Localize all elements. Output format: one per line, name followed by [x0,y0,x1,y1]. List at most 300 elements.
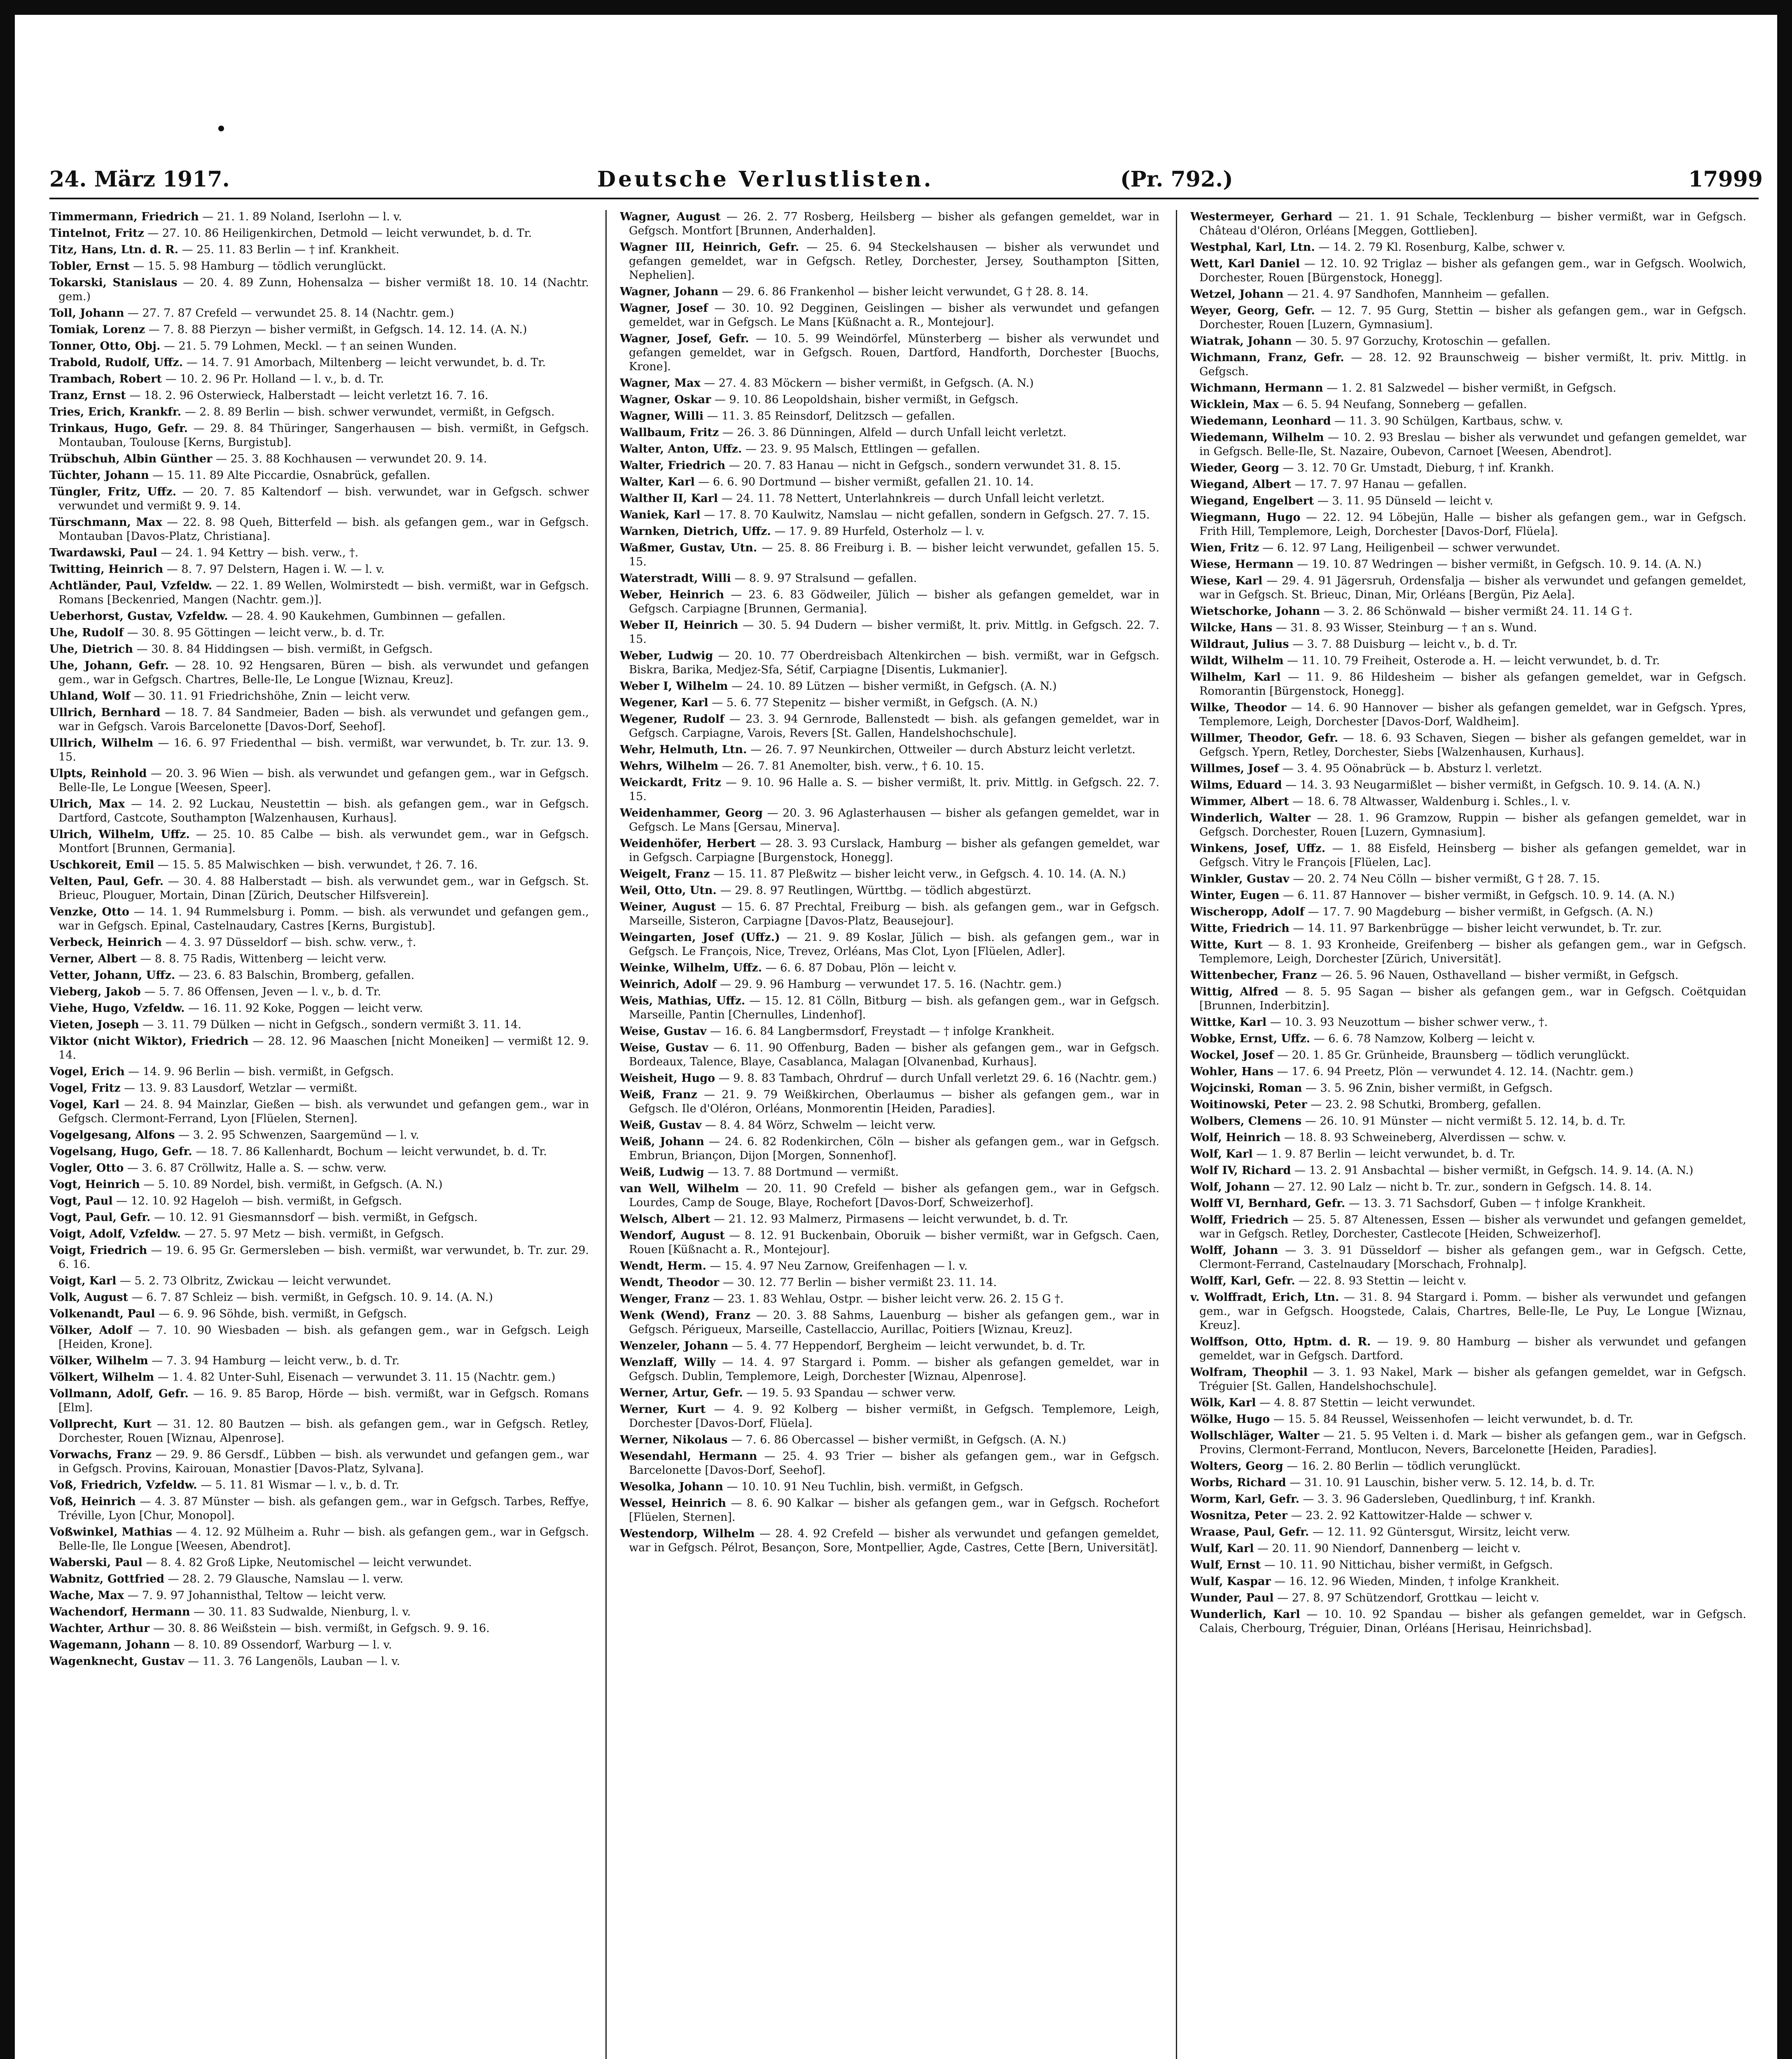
entry-details: — 21. 5. 95 Velten i. d. Mark — bisher als gefangen gem., war in Gefgsch. Provins, Clermont-Ferrand, Montlucon, Nevers, Barcelonette [Heiden, Paradies]. [1199,1429,1746,1456]
list-entry [49,389,589,403]
entry-details: — 24. 10. 89 Lützen — bisher vermißt, in Gefgsch. (A. N.) [728,680,1057,693]
entry-details: — 18. 6. 93 Schaven, Siegen — bisher als gefangen gemeldet, war in Gefgsch. Ypern, Retley, Dorchester, Siebs [Walzenhausen, Kurhaus]. [1199,732,1746,759]
list-entry [1190,1244,1746,1272]
list-entry [1190,210,1746,238]
list-entry [1190,1131,1746,1145]
entry-name: Winkler, Gustav [1190,873,1290,885]
list-entry [49,243,589,257]
entry-details: — 29. 6. 86 Frankenhol — bisher leicht verwundet, G † 28. 8. 14. [718,285,1089,298]
list-entry [1190,1213,1746,1241]
entry-name: Wagner, Josef [620,302,708,315]
entry-details: — 30. 11. 83 Sudwalde, Nienburg, l. v. [190,1606,411,1618]
entry-name: Tüchter, Johann [49,469,149,482]
entry-name: Walter, Anton, Uffz. [620,443,742,455]
entry-details: — 3. 3. 96 Gadersleben, Quedlinburg, † inf. Krankh. [1299,1493,1596,1506]
list-entry [1190,257,1746,285]
entry-details: — 20. 10. 77 Oberdreisbach Altenkirchen — bish. vermißt, war in Gefgsch. Biskra, Barika, Medjez-Sfa, Sétif, Carpiagne [Disentis, Lukmanier]. [629,649,1159,676]
list-entry [620,1165,1159,1179]
entry-details: — 29. 8. 97 Reutlingen, Württbg. — tödlich abgestürzt. [716,884,1031,897]
entry-details: — 16. 9. 85 Barop, Hörde — bish. vermißt, war in Gefgsch. Romans [Elm]. [58,1387,589,1414]
entry-details: — 22. 8. 98 Queh, Bitterfeld — bish. als gefangen gem., war in Gefgsch. Montauban [Davos-Platz, Christiana]. [58,516,589,543]
entry-name: Türschmann, Max [49,516,162,529]
entry-name: Tobler, Ernst [49,260,130,273]
entry-name: Wiegand, Albert [1190,478,1291,491]
list-entry [49,609,589,623]
entry-details: — 20. 2. 74 Neu Cölln — bisher vermißt, G † 28. 7. 15. [1289,873,1600,885]
entry-details: — 3. 2. 95 Schwenzen, Saargemünd — l. v. [175,1129,419,1142]
entry-name: Wolff, Johann [1190,1244,1278,1257]
list-entry [1190,889,1746,903]
entry-name: Westphal, Karl, Ltn. [1190,241,1315,254]
column-2 [620,210,1159,2059]
entry-details: — 15. 11. 89 Alte Piccardie, Osnabrück, gefallen. [149,469,430,482]
entry-details: — 8. 4. 82 Groß Lipke, Neutomischel — leicht verwundet. [142,1556,472,1569]
entry-details: — 30. 4. 88 Halberstadt — bish. als verwundet gem., war in Gefgsch. St. Brieuc, Plouguer, Mortain, Dinan [Zürich, Deutscher Hilfsverein]. [58,875,589,902]
list-entry [1190,905,1746,919]
entry-name: Wenger, Franz [620,1293,710,1305]
entry-name: Worbs, Richard [1190,1476,1286,1489]
list-entry [1190,985,1746,1013]
entry-name: Wagner, Oskar [620,393,711,406]
entry-details: — 16. 12. 96 Wieden, Minden, † infolge Krankheit. [1271,1575,1560,1588]
entry-name: Tranz, Ernst [49,389,126,402]
entry-name: Wabnitz, Gottfried [49,1573,165,1585]
entry-details: — 19. 6. 95 Gr. Germersleben — bish. vermißt, war verwundet, b. Tr. zur. 29. 6. 16. [58,1244,589,1271]
list-entry [49,356,589,370]
entry-name: Wollschläger, Walter [1190,1429,1320,1442]
entry-name: Wiegand, Engelbert [1190,495,1314,507]
entry-details: — 15. 5. 84 Reussel, Weissenhofen — leicht verwundet, b. d. Tr. [1270,1413,1633,1426]
list-entry [620,588,1159,616]
entry-name: Tonner, Otto, Obj. [49,340,161,353]
entry-details: — 20. 3. 96 Aglasterhausen — bisher als gefangen gemeldet, war in Gefgsch. Le Mans [Gersau, Minerva]. [629,807,1159,833]
entry-name: Wehr, Helmuth, Ltn. [620,743,747,756]
list-entry [620,525,1159,539]
entry-name: Wolff VI, Bernhard, Gefr. [1190,1197,1346,1210]
entry-name: Uhe, Johann, Gefr. [49,659,169,672]
list-entry [620,1480,1159,1494]
entry-details: — 18. 7. 84 Sandmeier, Baden — bish. als verwundet und gefangen gem., war in Gefgsch. Varois Barcelonette [Davos-Dorf, Seehof]. [58,706,589,733]
entry-name: Walter, Karl [620,476,695,488]
entry-name: v. Wolffradt, Erich, Ltn. [1190,1291,1339,1304]
entry-name: Weise, Gustav [620,1025,707,1038]
list-entry [1190,938,1746,966]
entry-details: — 3. 2. 86 Schönwald — bisher vermißt 24. 11. 14 G †. [1320,605,1633,618]
list-entry [49,579,589,607]
entry-details: — 28. 3. 93 Curslack, Hamburg — bisher als gefangen gemeldet, war in Gefgsch. Carpiagne [Burgenstock, Honegg]. [629,837,1159,864]
entry-name: Wessel, Heinrich [620,1497,726,1510]
entry-name: Weyer, Georg, Gefr. [1190,304,1315,317]
list-entry [49,226,589,240]
list-entry [49,210,589,224]
entry-name: Weber, Heinrich [620,588,724,601]
entry-name: Weickardt, Fritz [620,776,721,789]
list-entry [620,1433,1159,1447]
entry-details: — 6. 6. 78 Namzow, Kolberg — leicht v. [1310,1032,1535,1045]
entry-details: — 26. 7. 97 Neunkirchen, Ottweiler — durch Absturz leicht verletzt. [747,743,1135,756]
entry-name: Tintelnot, Fritz [49,227,144,240]
entry-name: van Well, Wilhelm [620,1182,739,1195]
entry-details: — 24. 11. 78 Nettert, Unterlahnkreis — durch Unfall leicht verletzt. [718,492,1105,505]
entry-details: — 9. 8. 83 Tambach, Ohrdruf — durch Unfall verletzt 29. 6. 16 (Nachtr. gem.) [715,1072,1157,1085]
entry-details: — 27. 10. 86 Heiligenkirchen, Detmold — leicht verwundet, b. d. Tr. [144,227,532,240]
list-entry [620,776,1159,804]
entry-name: Weigelt, Franz [620,868,710,880]
list-entry [49,1417,589,1445]
entry-details: — 11. 10. 79 Freiheit, Osterode a. H. — leicht verwundet, b. d. Tr. [1283,654,1660,667]
entry-details: — 21. 5. 79 Lohmen, Meckl. — † an seinen Wunden. [160,340,457,353]
entry-details: — 8. 8. 75 Radis, Wittenberg — leicht verw. [136,952,386,965]
entry-name: Wenk (Wend), Franz [620,1309,751,1322]
entry-name: Volkenandt, Paul [49,1307,155,1320]
entry-details: — 29. 4. 91 Jägersruh, Ordensfalja — bisher als verwundet und gefangen gemeldet, war in Gefgsch. St. Brieuc, Dinan, Mir, Orléans [Bergün, Piz Aela]. [1199,574,1746,601]
list-entry [49,1655,589,1669]
list-entry [620,240,1159,282]
entry-name: Weil, Otto, Utn. [620,884,717,897]
entry-name: Wojcinski, Roman [1190,1082,1302,1095]
list-entry [49,259,589,273]
entry-details: — 26. 5. 96 Nauen, Osthavelland — bisher vermißt, in Gefgsch. [1317,969,1679,982]
entry-details: — 3. 6. 87 Cröllwitz, Halle a. S. — schw. verw. [124,1162,387,1174]
entry-details: — 14. 6. 90 Hannover — bisher als gefangen gemeldet, war in Gefgsch. Ypres, Templemore, Leigh, Dorchester [Davos-Dorf, Waldheim]. [1199,701,1746,728]
entry-name: Wunderlich, Karl [1190,1608,1300,1621]
entry-name: Weinke, Wilhelm, Uffz. [620,962,762,974]
entry-details: — 30. 5. 94 Dudern — bisher vermißt, lt. priv. Mittlg. in Gefgsch. 22. 7. 15. [629,619,1159,646]
list-entry [49,689,589,703]
entry-details: — 4. 9. 92 Kolberg — bisher vermißt, in Gefgsch. Templemore, Leigh, Dorchester [Davos-Dorf, Flüela]. [629,1403,1159,1430]
entry-name: Weiß, Franz [620,1088,697,1101]
list-entry [620,696,1159,710]
entry-details: — 26. 3. 86 Dünningen, Alfeld — durch Unfall leicht verletzt. [719,426,1067,439]
entry-details: — 13. 9. 83 Lausdorf, Wetzlar — vermißt. [120,1082,357,1095]
list-entry [620,492,1159,506]
entry-details: — 1. 88 Eisfeld, Heinsberg — bisher als gefangen gemeldet, war in Gefgsch. Vitry le François [Flüelen, Lac]. [1199,842,1746,869]
entry-details: — 20. 7. 85 Kaltendorf — bish. verwundet, war in Gefgsch. schwer verwundet und vermißt 9. 9. 14. [58,486,589,512]
entry-name: Vogel, Karl [49,1098,120,1111]
entry-name: Wildraut, Julius [1190,638,1289,651]
entry-name: Voigt, Friedrich [49,1244,147,1257]
entry-name: Wagner, Josef, Gefr. [620,332,749,345]
entry-details: — 27. 7. 87 Crefeld — verwundet 25. 8. 14 (Nachtr. gem.) [124,307,454,320]
entry-name: Wiedemann, Leonhard [1190,415,1331,427]
entry-details: — 1. 2. 81 Salzwedel — bisher vermißt, in Gefgsch. [1323,382,1617,395]
entry-details: — 23. 1. 83 Wehlau, Ostpr. — bisher leicht verw. 26. 2. 15 G †. [709,1293,1064,1305]
entry-name: Warnken, Dietrich, Uffz. [620,525,771,538]
entry-details: — 24. 1. 94 Kettry — bish. verw., †. [157,546,359,559]
entry-name: Waniek, Karl [620,509,701,521]
entry-name: Vieberg, Jakob [49,985,141,998]
entry-details: — 8. 10. 89 Ossendorf, Warburg — l. v. [170,1639,392,1651]
list-entry [1190,1098,1746,1112]
list-entry [620,1135,1159,1163]
list-entry [620,1356,1159,1384]
list-entry [49,706,589,734]
entry-name: Trübschuh, Albin Günther [49,453,213,465]
entry-name: Welsch, Albert [620,1213,710,1226]
list-entry [1190,1492,1746,1506]
entry-name: Voß, Heinrich [49,1495,136,1508]
list-entry [1190,1396,1746,1410]
entry-details: — 3. 12. 70 Gr. Umstadt, Dieburg, † inf. Krankh. [1279,462,1554,474]
entry-name: Vogel, Fritz [49,1082,121,1095]
entry-details: — 25. 8. 86 Freiburg i. B. — bisher leicht verwundet, gefallen 15. 5. 15. [629,542,1159,568]
list-entry [1190,574,1746,602]
list-entry [49,1145,589,1159]
entry-details: — 29. 9. 86 Gersdf., Lübben — bish. als verwundet und gefangen gem., war in Gefgsch. Provins, Kairouan, Monastier [Davos-Platz, Sylvana]. [58,1448,589,1475]
entry-details: — 8. 7. 97 Delstern, Hagen i. W. — l. v. [163,563,385,576]
entry-name: Twitting, Heinrich [49,563,164,576]
entry-details: — 4. 8. 87 Stettin — leicht verwundet. [1256,1396,1476,1409]
entry-name: Weiß, Ludwig [620,1166,704,1179]
list-entry [1190,1032,1746,1046]
entry-details: — 14. 2. 92 Luckau, Neustettin — bish. als gefangen gem., war in Gefgsch. Dartford, Castcote, Southampton [Walzenhausen, Kurhaus]. [58,798,589,824]
entry-name: Vogt, Heinrich [49,1178,140,1191]
entry-details: — 23. 9. 95 Malsch, Ettlingen — gefallen. [742,443,980,455]
entry-name: Wulf, Ernst [1190,1559,1261,1571]
entry-details: — 25. 5. 87 Altenessen, Essen — bisher als verwundet und gefangen gemeldet, war in Gefgsch. Retley, Dorchester, Castlecote [Heiden, Schweizerhof]. [1199,1214,1746,1240]
entry-details: — 26. 2. 77 Rosberg, Heilsberg — bisher als gefangen gemeldet, war in Gefgsch. Montfort [Brunnen, Anderhalden]. [629,210,1159,237]
entry-details: — 11. 3. 76 Langenöls, Lauban — l. v. [184,1655,400,1668]
entry-details: — 23. 2. 98 Schutki, Bromberg, gefallen. [1307,1098,1541,1111]
entry-details: — 10. 2. 96 Pr. Holland — l. v., b. d. Tr. [161,373,384,385]
entry-name: Ullrich, Wilhelm [49,737,154,749]
entry-details: — 8. 4. 84 Wörz, Schwelm — leicht verw. [701,1119,936,1132]
entry-name: Viktor (nicht Wiktor), Friedrich [49,1035,249,1048]
entry-details: — 7. 6. 86 Obercassel — bisher vermißt, in Gefgsch. (A. N.) [727,1433,1066,1446]
list-entry [1190,494,1746,508]
entry-details: — 6. 6. 87 Dobau, Plön — leicht v. [762,962,957,974]
entry-details: — 16. 2. 80 Berlin — tödlich verunglückt. [1283,1460,1521,1473]
entry-details: — 1. 9. 87 Berlin — leicht verwundet, b. d. Tr. [1252,1148,1515,1160]
column-3 [1190,210,1746,2059]
entry-details: — 25. 10. 85 Calbe — bish. als verwundet gem., war in Gefgsch. Montfort [Brunnen, Germania]. [58,828,589,855]
entry-details: — 9. 10. 96 Halle a. S. — bisher vermißt, lt. priv. Mittlg. in Gefgsch. 22. 7. 15. [629,776,1159,803]
list-entry [620,1276,1159,1290]
entry-details: — 10. 2. 93 Breslau — bisher als verwundet und gefangen gemeldet, war in Gefgsch. Belle-Ile, St. Nazaire, Oubevon, Carnoet [Weesen, Abendrot]. [1199,431,1746,458]
issue-number: (Pr. 792.) [1120,166,1233,192]
entry-name: Wittig, Alfred [1190,985,1278,998]
entry-details: — 14. 1. 94 Rummelsburg i. Pomm. — bish. als verwundet und gefangen gem., war in Gefgsch. Epinal, Castelnaudary, Castres [Kerns, Burgistub]. [58,906,589,932]
entry-name: Tüngler, Fritz, Uffz. [49,486,177,498]
entry-details: — 25. 3. 88 Kochhausen — verwundet 20. 9. 14. [212,453,487,465]
entry-name: Wagner, August [620,210,721,223]
entry-details: — 13. 7. 88 Dortmund — vermißt. [704,1166,899,1179]
list-entry [1190,1542,1746,1556]
list-entry [49,1001,589,1015]
entry-details: — 3. 7. 88 Duisburg — leicht v., b. d. Tr. [1289,638,1518,651]
entry-name: Werner, Kurt [620,1403,706,1416]
entry-name: Wildt, Wilhelm [1190,654,1284,667]
entry-details: — 14. 11. 97 Barkenbrügge — bisher leicht verwundet, b. Tr. zur. [1289,922,1662,935]
entry-details: — 16. 6. 84 Langbermsdorf, Freystadt — † infolge Krankheit. [706,1025,1055,1038]
list-entry [1190,541,1746,555]
list-entry [620,1072,1159,1086]
entry-name: Weis, Mathias, Uffz. [620,994,745,1007]
list-entry [1190,558,1746,572]
list-entry [49,1244,589,1272]
entry-name: Wenzeler, Johann [620,1340,729,1352]
entry-details: — 27. 4. 83 Möckern — bisher vermißt, in Gefgsch. (A. N.) [700,377,1034,390]
list-entry [49,1354,589,1368]
entry-name: Völkert, Wilhelm [49,1371,154,1384]
entry-details: — 6. 7. 87 Schleiz — bish. vermißt, in Gefgsch. 10. 9. 14. (A. N.) [128,1291,493,1304]
list-entry [620,837,1159,865]
entry-name: Achtländer, Paul, Vzfeldw. [49,579,213,592]
entry-name: Toll, Johann [49,307,124,320]
entry-name: Winkens, Josef, Uffz. [1190,842,1326,855]
list-entry [620,409,1159,423]
page-header [49,163,1763,196]
entry-details: — 13. 3. 71 Sachsdorf, Guben — † infolge Krankheit. [1345,1197,1646,1210]
entry-name: Völker, Wilhelm [49,1354,148,1367]
list-entry [1190,414,1746,428]
entry-details: — 11. 3. 85 Reinsdorf, Delitzsch — gefallen. [703,410,955,423]
entry-name: Voß, Friedrich, Vzfeldw. [49,1479,197,1492]
entry-details: — 4. 3. 87 Münster — bish. als gefangen gem., war in Gefgsch. Tarbes, Reffye, Tréville, Lyon [Chur, Monopol]. [58,1495,589,1522]
entry-details: — 31. 8. 94 Stargard i. Pomm. — bisher als verwundet und gefangen gem., war in Gefgsch. Hoogstede, Calais, Chartres, Belle-Ile, Le Puy, Le Longue [Wiznau, Kreuz]. [1199,1291,1746,1332]
list-entry [49,563,589,577]
entry-details: — 20. 3. 96 Wien — bish. als verwundet und gefangen gem., war in Gefgsch. Belle-Ile, Le Longue [Weesen, Speer]. [58,767,589,794]
entry-details: — 21. 12. 93 Malmerz, Pirmasens — leicht verwundet, b. d. Tr. [710,1213,1068,1226]
list-entry [1190,811,1746,839]
entry-details: — 16. 11. 92 Koke, Poggen — leicht verw. [185,1002,423,1015]
list-entry [49,797,589,825]
entry-details: — 27. 8. 97 Schützendorf, Grottkau — leicht v. [1273,1592,1540,1604]
entry-details: — 12. 7. 95 Gurg, Stettin — bisher als gefangen gem., war in Gefgsch. Dorchester, Rouen [Luzern, Gymnasium]. [1199,304,1746,331]
list-entry [620,743,1159,757]
entry-details: — 28. 10. 92 Hengsaren, Büren — bish. als verwundet und gefangen gem., war in Gefgsch. Chartres, Belle-Ile, Le Longue [Wiznau, Kreuz]. [58,659,589,686]
entry-details: — 17. 6. 94 Preetz, Plön — verwundet 4. 12. 14. (Nachtr. gem.) [1273,1065,1633,1078]
entry-name: Wolf IV, Richard [1190,1164,1291,1177]
list-entry [620,1041,1159,1069]
entry-name: Trambach, Robert [49,373,162,385]
entry-details: — 8. 9. 97 Stralsund — gefallen. [731,572,917,585]
entry-name: Wolffson, Otto, Hptm. d. R. [1190,1335,1371,1348]
entry-details: — 28. 1. 96 Gramzow, Ruppin — bisher als gefangen gemeldet, war in Gefgsch. Dorchester, Rouen [Luzern, Gymnasium]. [1199,812,1746,838]
entry-name: Wittenbecher, Franz [1190,969,1317,982]
entry-details: — 19. 10. 87 Wedringen — bisher vermißt, in Gefgsch. 10. 9. 14. (A. N.) [1293,558,1702,571]
list-entry [49,1605,589,1619]
entry-name: Verbeck, Heinrich [49,936,162,949]
list-entry [1190,381,1746,395]
list-entry [1190,1164,1746,1178]
entry-name: Weiß, Johann [620,1135,704,1148]
entry-name: Witte, Kurt [1190,938,1263,951]
list-entry [49,1227,589,1241]
list-entry [620,1496,1159,1524]
entry-details: — 22. 1. 89 Wellen, Wolmirstedt — bish. vermißt, war in Gefgsch. Romans [Beckenried, Mangen (Nachtr. gem.)]. [58,579,589,606]
list-entry [620,712,1159,740]
list-entry [1190,1476,1746,1490]
entry-details: — 1. 4. 82 Unter-Suhl, Eisenach — verwundet 3. 11. 15 (Nachtr. gem.) [154,1371,556,1384]
entry-details: — 15. 12. 81 Cölln, Bitburg — bish. als gefangen gem., war in Gefgsch. Marseille, Pantin [Chernulles, Lindenhof]. [629,994,1159,1021]
entry-name: Vetter, Johann, Uffz. [49,969,175,982]
entry-name: Voigt, Adolf, Vzfeldw. [49,1228,181,1240]
entry-details: — 21. 4. 97 Sandhofen, Mannheim — gefallen. [1283,288,1549,301]
entry-name: Wietschorke, Johann [1190,605,1320,618]
entry-name: Willmer, Theodor, Gefr. [1190,732,1339,745]
entry-details: — 12. 10. 92 Hageloh — bish. vermißt, in Gefgsch. [112,1195,402,1207]
entry-details: — 24. 8. 94 Mainzlar, Gießen — bish. als verwundet und gefangen gem., war in Gefgsch. Clermont-Ferrand, Lyon [Flüelen, Sternen]. [58,1098,589,1125]
entry-name: Wallbaum, Fritz [620,426,719,439]
list-entry [49,1307,589,1321]
list-entry [620,931,1159,959]
entry-details: — 6. 12. 97 Lang, Heiligenbeil — schwer verwundet. [1259,542,1560,554]
list-entry [620,426,1159,440]
list-entry [49,1556,589,1570]
entry-name: Titz, Hans, Ltn. d. R. [49,243,178,256]
entry-name: Wunder, Paul [1190,1592,1274,1604]
list-entry [1190,1525,1746,1539]
entry-details: — 10. 10. 91 Neu Tuchlin, bish. vermißt, in Gefgsch. [723,1480,1023,1493]
entry-name: Vogel, Erich [49,1065,125,1078]
entry-details: — 23. 6. 83 Balschin, Bromberg, gefallen. [175,969,415,982]
list-entry [49,1387,589,1415]
entry-details: — 22. 12. 94 Löbejün, Halle — bisher als gefangen gem., war in Gefgsch. Frith Hill, Templemore, Leigh, Dorchester [Davos-Dorf, Flüela]. [1199,511,1746,538]
entry-details: — 24. 6. 82 Rodenkirchen, Cöln — bisher als gefangen gem., war in Gefgsch. Embrun, Briançon, Dijon [Morgen, Sonnenhof]. [629,1135,1159,1162]
entry-details: — 19. 5. 93 Spandau — schwer verw. [743,1387,956,1399]
list-entry [49,642,589,656]
entry-details: — 10. 12. 91 Giesmannsdorf — bish. vermißt, in Gefgsch. [150,1211,478,1224]
entry-details: — 6. 5. 94 Neufang, Sonneberg — gefallen. [1278,398,1527,411]
list-entry [1190,654,1746,668]
entry-details: — 14. 9. 96 Berlin — bish. vermißt, in Gefgsch. [124,1065,394,1078]
entry-name: Vollprecht, Kurt [49,1418,152,1431]
list-entry [1190,304,1746,332]
entry-details: — 28. 4. 90 Kaukehmen, Gumbinnen — gefallen. [228,610,506,623]
entry-details: — 25. 6. 94 Steckelshausen — bisher als verwundet und gefangen gemeldet, war in Gefgsch. Retley, Dorchester, Jersey, Southampton [Sitten, Nephelien]. [629,241,1159,282]
list-entry [620,1182,1159,1210]
list-entry [1190,670,1746,698]
entry-name: Uhland, Wolf [49,690,131,703]
list-entry [1190,701,1746,729]
list-entry [620,1309,1159,1337]
entry-name: Vogt, Paul [49,1195,113,1207]
header-rule [49,198,1759,199]
entry-name: Wockel, Josef [1190,1049,1274,1062]
list-entry [49,372,589,386]
list-entry [49,1065,589,1079]
list-entry [1190,1015,1746,1030]
entry-details: — 28. 4. 92 Crefeld — bisher als verwundet und gefangen gemeldet, war in Gefgsch. Pélrot, Besançon, Sore, Montpellier, Agde, Castres, Cette [Bern, Universität]. [629,1527,1159,1554]
entry-details: — 7. 8. 88 Pierzyn — bisher vermißt, in Gefgsch. 14. 12. 14. (A. N.) [145,323,527,336]
entry-name: Wagner, Max [620,377,701,390]
entry-details: — 22. 8. 93 Stettin — leicht v. [1295,1275,1467,1287]
entry-name: Wilms, Eduard [1190,779,1282,791]
entry-name: Wölk, Karl [1190,1396,1256,1409]
list-entry [1190,731,1746,759]
list-entry [620,393,1159,407]
entry-name: Weingarten, Josef (Uffz.) [620,931,780,944]
entry-name: Wittke, Karl [1190,1016,1267,1029]
entry-name: Wesolka, Johann [620,1480,723,1493]
list-entry [49,546,589,560]
list-entry [1190,1366,1746,1394]
entry-details: — 11. 3. 90 Schülgen, Kartbaus, schw. v. [1331,415,1563,427]
entry-name: Velten, Paul, Gefr. [49,875,164,888]
entry-details: — 20. 4. 89 Zunn, Hohensalza — bisher vermißt 18. 10. 14 (Nachtr. gem.) [58,276,589,303]
entry-name: Vieten, Joseph [49,1018,139,1031]
entry-details: — 2. 8. 89 Berlin — bish. schwer verwundet, vermißt, in Gefgsch. [181,406,555,418]
entry-details: — 5. 10. 89 Nordel, bish. vermißt, in Gefgsch. (A. N.) [140,1178,443,1191]
entry-details: — 27. 5. 97 Metz — bish. vermißt, in Gefgsch. [180,1228,444,1240]
entry-details: — 16. 6. 97 Friedenthal — bish. vermißt, war verwundet, b. Tr. zur. 13. 9. 15. [58,737,589,763]
entry-name: Wiegmann, Hugo [1190,511,1301,524]
entry-name: Tomiak, Lorenz [49,323,145,336]
entry-details: — 21. 9. 79 Weißkirchen, Oberlaumus — bisher als gefangen gem., war in Gefgsch. Ile d'Oléron, Orléans, Monmorentin [Heiden, Paradies]. [629,1088,1159,1115]
list-entry [49,1589,589,1603]
entry-name: Volk, August [49,1291,129,1304]
